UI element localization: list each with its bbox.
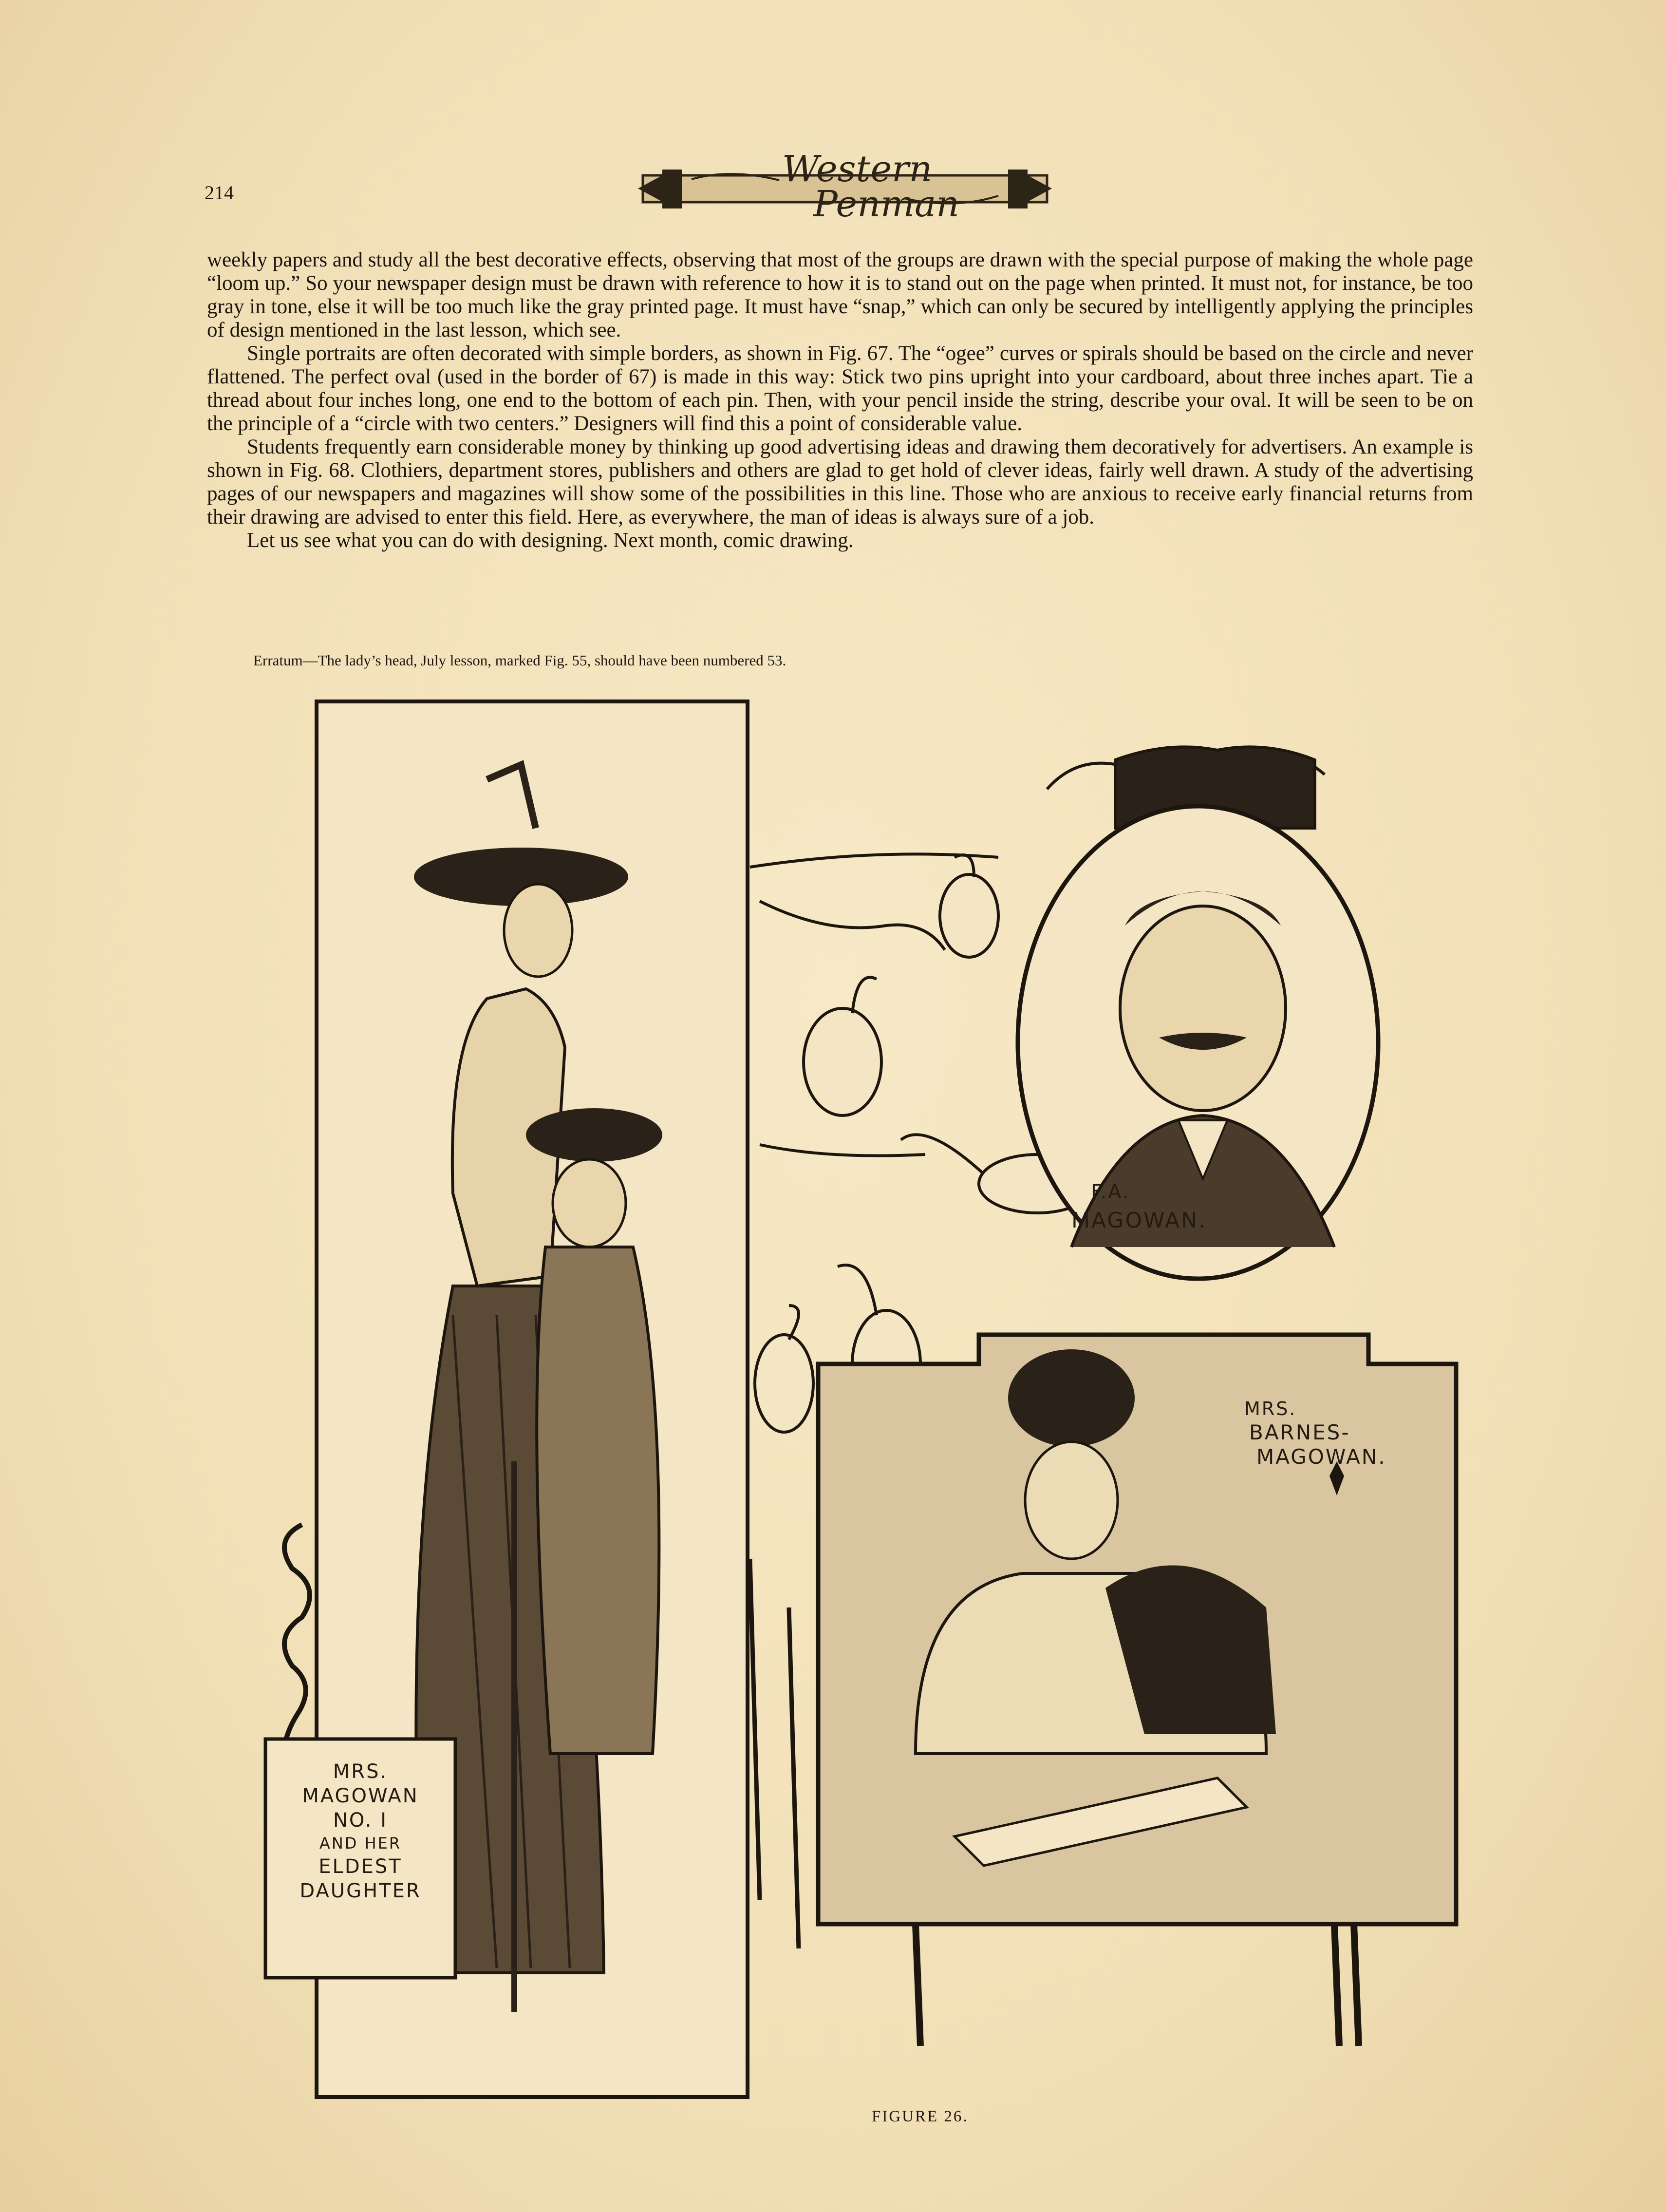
left-panel [265, 701, 748, 2097]
paragraph: weekly papers and study all the best decorative effects, observing that most of the groups are drawn with the special purpose of making the whole page “loom up.” So your newspaper design must be drawn with reference to how it is to stand out on the page when printed. It must not, for instance, be too gray in tone, else it will be too much like the gray printed page. It must have “snap,” which can only be secured by intelligently applying the principles of design mentioned in the last lesson, which see. [207, 248, 1473, 341]
hat [1008, 1349, 1135, 1447]
masthead-word-penman: Penman [813, 183, 959, 225]
left-label-line: DAUGHTER [300, 1880, 421, 1902]
portrait-head [1120, 906, 1286, 1111]
paragraph: Single portraits are often decorated with simple borders, as shown in Fig. 67. The “ogee” curves or spirals should be based on the circle and never flattened. The perfect oval (used in the border of 67) is made in this way: Stick two pins upright into your cardboard, about three inches apart. Tie a thread about four inches long, one end to the bottom of each pin. Then, with your pencil inside the string, describe your oval. It will be seen to be on the principle of a “circle with two centers.” Designers will find this a point of considerable value. [207, 342, 1473, 435]
erratum-note: Erratum—The lady’s head, July lesson, marked Fig. 55, should have been numbered 53. [253, 652, 786, 669]
easel-portrait [818, 1335, 1456, 2046]
goose [755, 1335, 813, 1432]
left-label-line: MAGOWAN [302, 1785, 419, 1807]
goose [940, 874, 998, 957]
masthead-word-western: Western [782, 148, 933, 190]
left-label-line: AND HER [319, 1834, 402, 1853]
left-label-line: NO. I [333, 1809, 388, 1832]
page-number: 214 [205, 182, 234, 204]
oval-label-line: F.A. [1091, 1181, 1130, 1203]
left-label-line: ELDEST [318, 1855, 402, 1878]
oval-label-line: MAGOWAN. [1071, 1208, 1207, 1233]
goose [804, 1008, 881, 1115]
easel-label-line: MAGOWAN. [1256, 1445, 1386, 1469]
woman-face [1025, 1442, 1118, 1559]
easel-label-line: MRS. [1244, 1398, 1297, 1419]
figure-caption: FIGURE 26. [872, 2108, 969, 2125]
left-label-line: MRS. [333, 1760, 388, 1783]
paragraph: Students frequently earn considerable money by thinking up good advertising ideas and drawing them decoratively for advertisers. An example is shown in Fig. 68. Clothiers, department stores, publishers and others are glad to get hold of clever ideas, fairly well drawn. A study of the advertising pages of our newspapers and magazines will show some of the possibilities in this line. Those who are anxious to receive early financial returns from their drawing are advised to enter this field. Here, as everywhere, the man of ideas is always sure of a job. [207, 435, 1473, 529]
paragraph: Let us see what you can do with designing. Next month, comic drawing. [247, 529, 854, 552]
easel-label-line: BARNES- [1249, 1420, 1350, 1444]
